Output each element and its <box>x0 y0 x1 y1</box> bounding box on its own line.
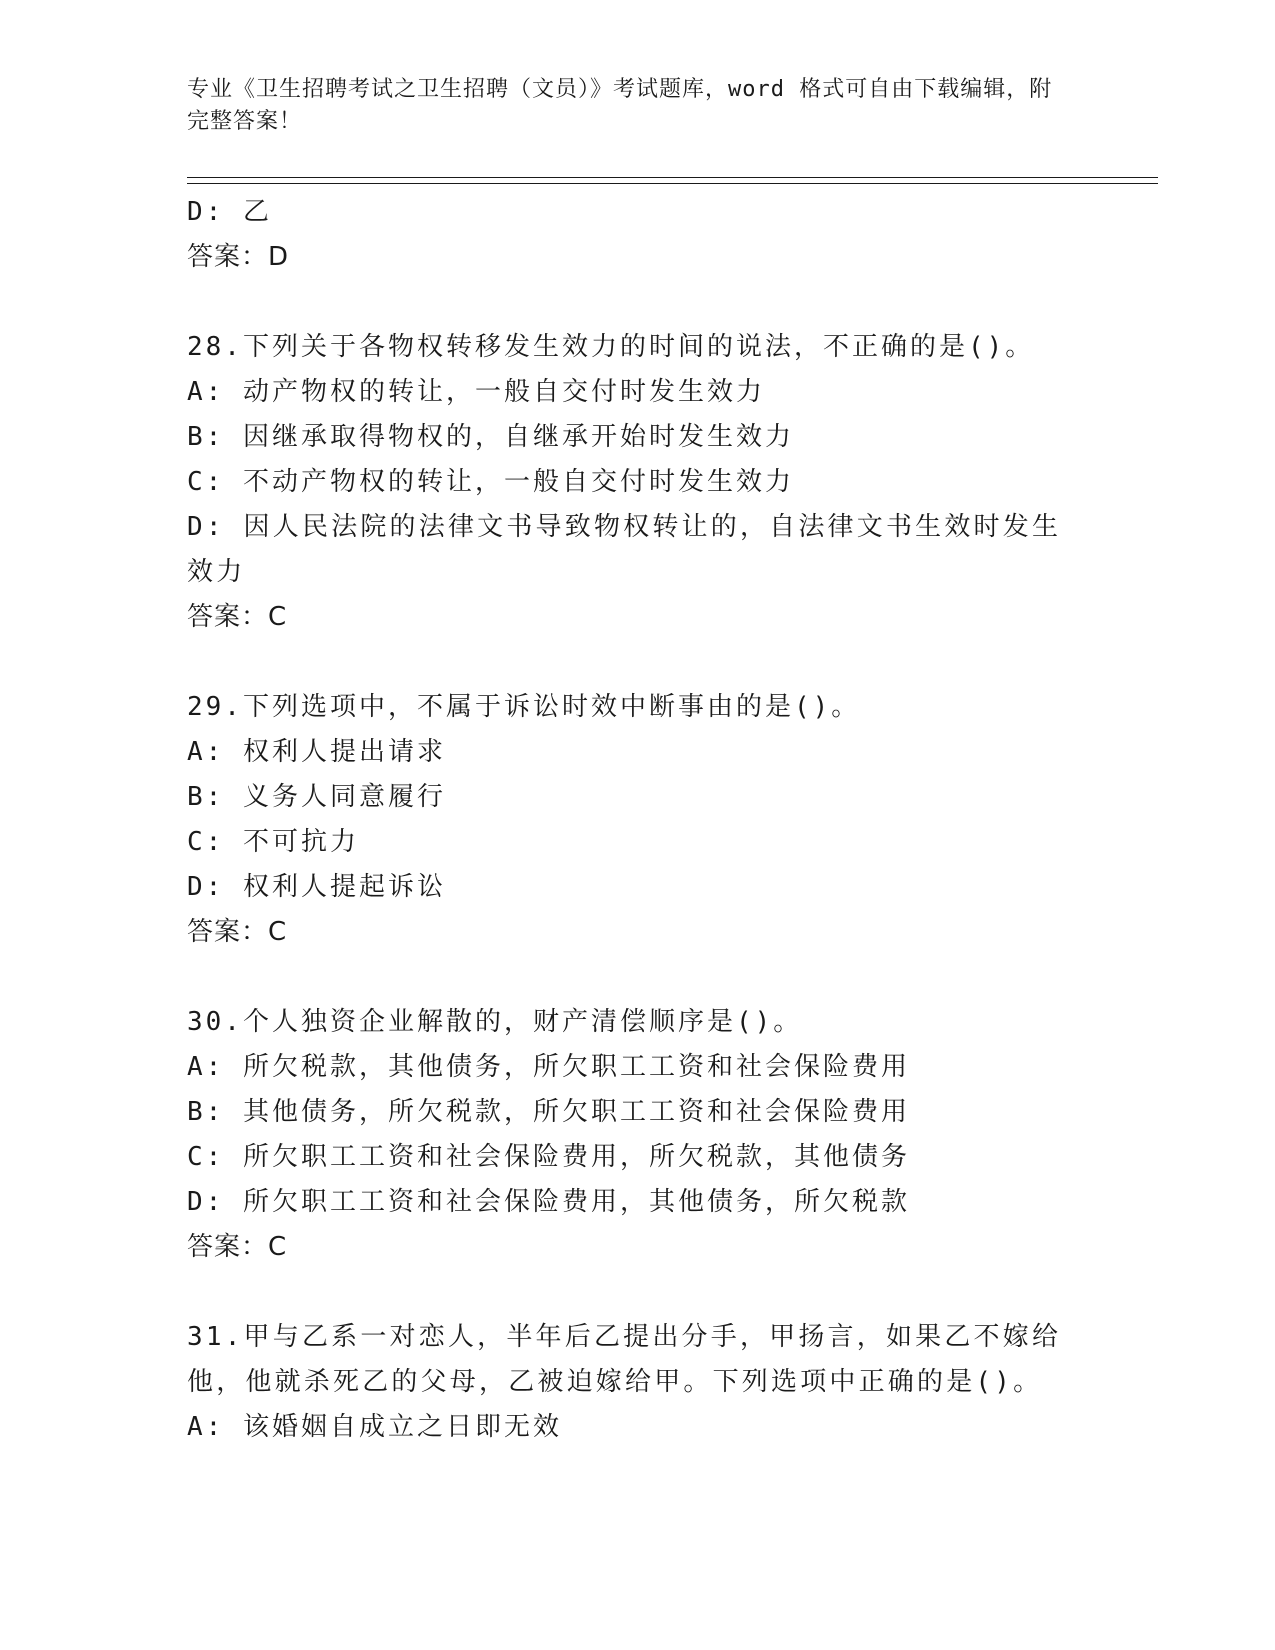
option-a: A: 动产物权的转让，一般自交付时发生效力 <box>187 377 765 407</box>
question-29 <box>187 685 1087 955</box>
answer: 答案：C <box>187 602 288 632</box>
question-stem: 28.下列关于各物权转移发生效力的时间的说法，不正确的是()。 <box>187 332 1035 362</box>
question-28 <box>187 325 1087 640</box>
option-b: B: 义务人同意履行 <box>187 782 446 812</box>
question-stem: 29.下列选项中，不属于诉讼时效中断事由的是()。 <box>187 692 861 722</box>
option-c: C: 所欠职工工资和社会保险费用，所欠税款，其他债务 <box>187 1142 910 1172</box>
option-d: D: 因人民法院的法律文书导致物权转让的，自法律文书生效时发生效力 <box>187 512 1062 587</box>
option-d-carryover: D: 乙 <box>187 197 272 227</box>
question-30 <box>187 1000 1087 1270</box>
answer: 答案：C <box>187 1232 288 1262</box>
document-body <box>187 190 1087 1450</box>
answer: 答案：C <box>187 917 288 947</box>
option-d: D: 所欠职工工资和社会保险费用，其他债务，所欠税款 <box>187 1187 910 1217</box>
option-c: C: 不可抗力 <box>187 827 359 857</box>
option-b: B: 因继承取得物权的，自继承开始时发生效力 <box>187 422 794 452</box>
question-31 <box>187 1315 1087 1450</box>
header-divider <box>187 177 1158 184</box>
document-header: 专业《卫生招聘考试之卫生招聘（文员）》考试题库，word 格式可自由下载编辑，附完整答案！ <box>187 77 1053 134</box>
option-d: D: 权利人提起诉讼 <box>187 872 446 902</box>
option-a: A: 权利人提出请求 <box>187 737 446 767</box>
question-stem: 30.个人独资企业解散的，财产清偿顺序是()。 <box>187 1007 803 1037</box>
answer-carryover: 答案：D <box>187 242 290 272</box>
option-b: B: 其他债务，所欠税款，所欠职工工资和社会保险费用 <box>187 1097 910 1127</box>
option-a: A: 该婚姻自成立之日即无效 <box>187 1412 562 1442</box>
question-stem: 31.甲与乙系一对恋人，半年后乙提出分手，甲扬言，如果乙不嫁给他，他就杀死乙的父母，乙被迫嫁给甲。下列选项中正确的是()。 <box>187 1322 1062 1397</box>
option-c: C: 不动产物权的转让，一般自交付时发生效力 <box>187 467 794 497</box>
option-a: A: 所欠税款，其他债务，所欠职工工资和社会保险费用 <box>187 1052 910 1082</box>
